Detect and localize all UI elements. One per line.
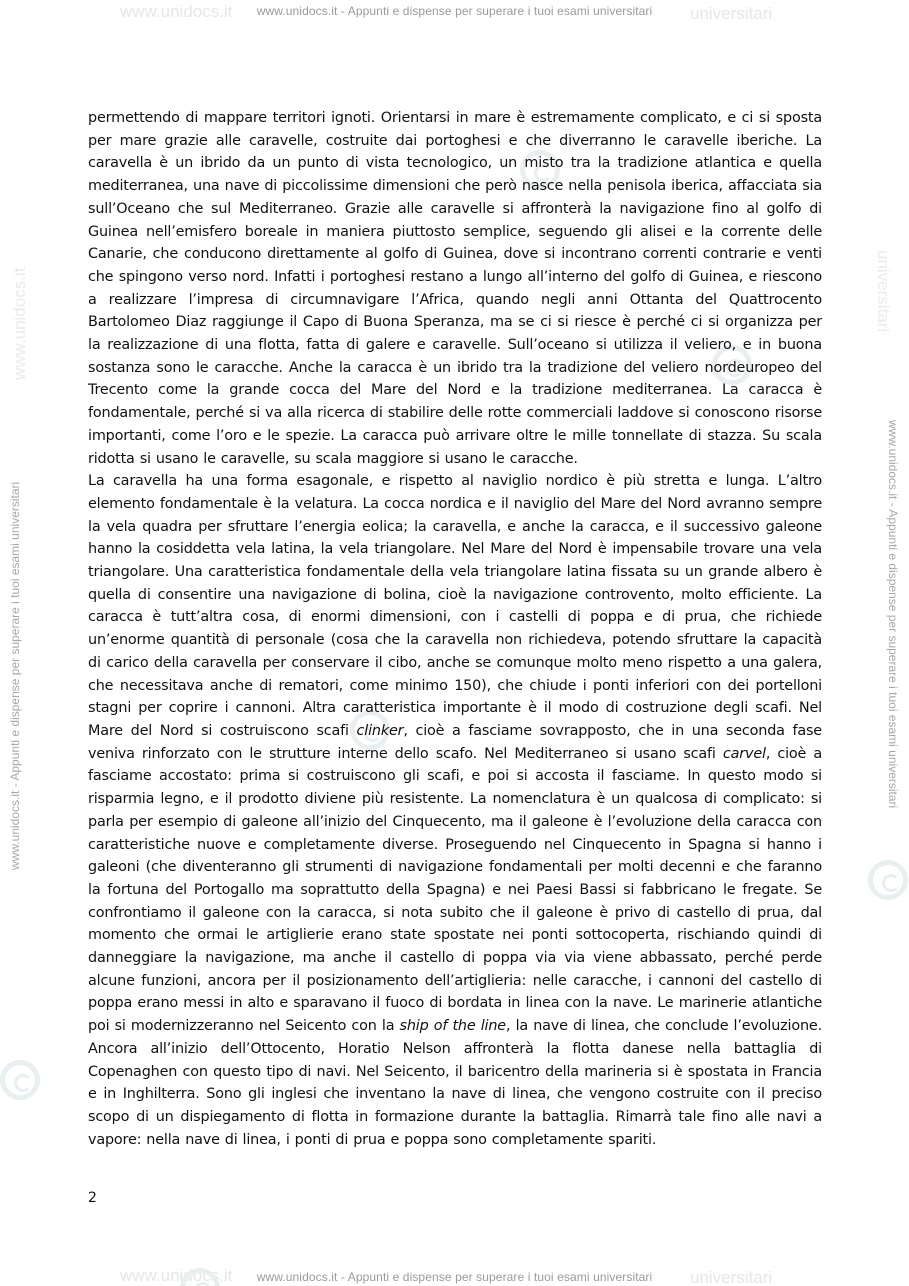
watermark-faint-top-right: universitari [690, 4, 773, 23]
watermark-faint-top-left: www.unidocs.it [120, 2, 233, 21]
page-number: 2 [88, 1190, 97, 1206]
term-ship-of-the-line: ship of the line [399, 1018, 506, 1035]
watermark-header: www.unidocs.it - Appunti e dispense per superare i tuoi esami universitari [256, 4, 653, 18]
watermark-logo-icon [868, 860, 908, 900]
watermark-side-left: www.unidocs.it - Appunti e dispense per superare i tuoi esami universitari [8, 481, 22, 870]
watermark-faint-bottom-left: www.unidocs.it [120, 1266, 233, 1285]
paragraph: permettendo di mappare territori ignoti. Orientarsi in mare è estremamente complicato, e ci si sposta per mare grazie alle caravelle, costruite dai portoghesi e che diverranno le caravelle iberiche. La caravella è un ibrido da un punto di vista tecnologico, un misto tra la tradizione atlantica e quella mediterranea, una nave di piccolissime dimensioni che però nasce nella penisola iberica, affacciata sia sull’Oceano che sul Mediterraneo. Grazie alle caravelle si affronterà la navigazione fino al golfo di Guinea nell’emisfero boreale in maniera piuttosto semplice, seguendo gli alisei e la corrente delle Canarie, che conducono direttamente al golfo di Guinea, dove si incontrano correnti contrarie e venti che spingono verso nord. Infatti i portoghesi restano a lungo all’interno del golfo di Guinea, e riescono a realizzare l’impresa di circumnavigare l’Africa, quando negli anni Ottanta del Quattrocento Bartolomeo Diaz raggiunge il Capo di Buona Speranza, ma se ci si riesce è perché ci si organizza per la realizzazione di una flotta, fatta di galere e caravelle. Sull’oceano si utilizza il veliero, e in buona sostanza sono le caracche. Anche la caracca è un ibrido tra la tradizione del veliero nordeuropeo del Trecento come la grande cocca del Mare del Nord e la tradizione mediterranea. La caracca è fondamentale, perché si va alla ricerca di stabilire delle rotte commerciali laddove si conoscono risorse importanti, come l’oro e le spezie. La caracca può arrivare oltre le mille tonnellate di stazza. Su scala ridotta si usano le caravelle, su scala maggiore si usano le caracche. [88, 110, 822, 467]
term-clinker: clinker [356, 722, 404, 739]
paragraph-text: La caravella ha una forma esagonale, e rispetto al naviglio nordico è più stretta e lunga. L’altro elemento fondamentale è la velatura. La cocca nordica e il naviglio del Mare del Nord avranno sempre la vela quadra per sfruttare l’energia eolica; la caravella, e anche la caracca, e il successivo galeone hanno la cosiddetta vela latina, la vela triangolare. Nel Mare del Nord è impensabile trovare una vela triangolare. Una caratteristica fondamentale della vela triangolare latina fissata su un grande albero è quella di consentire una navigazione di bolina, cioè la navigazione controvento, molto efficiente. La caracca è tutt’altra cosa, di enormi dimensioni, con i castelli di poppa e di prua, che richiede un’enorme quantità di personale (cosa che la caravella non richiedeva, potendo sfruttare la capacità di carico della caravella per conservare il cibo, anche se comunque molto meno rispetto a una galera, che necessitava anche di rematori, come minimo 150), che chiude i ponti inferiori con dei portelloni stagni per coprire i cannoni. Altra caratteristica importante è il modo di costruzione degli scafi. Nel Mare del Nord si costruiscono scafi [88, 473, 822, 739]
paragraph-text: , cioè a fasciame accostato: prima si costruiscono gli scafi, e poi si accosta il fasciame. In questo modo si risparmia legno, e il prodotto diviene più resistente. La nomenclatura è un qualcosa di complicato: si parla per esempio di galeone all’inizio del Cinquecento, ma il galeone è l’evoluzione della caracca con caratteristiche nuove e completamente diverse. Proseguendo nel Cinquecento in Spagna si hanno i galeoni (che diventeranno gli strumenti di navigazione fondamentali per molti decenni e che faranno la fortuna del Portogallo ma soprattutto della Spagna) e nei Paesi Bassi si fabbricano le fregate. Se confrontiamo il galeone con la caracca, si nota subito che il galeone è privo di castello di prua, dal momento che ormai le artiglierie erano state spostate nei ponti sottocoperta, rischiando quindi di danneggiare la navigazione, ma anche il castello di poppa via via viene abbassato, perché perde alcune funzioni, ancora per il posizionamento dell’artiglieria: nelle caracche, i cannoni del castello di poppa erano messi in alto e sparavano il fuoco di bordata in linea con la nave. Le marinerie atlantiche poi si modernizzeranno nel Seicento con la [88, 745, 823, 1035]
watermark-faint-side-right: universitari [874, 250, 893, 333]
watermark-faint-bottom-right: universitari [690, 1268, 773, 1286]
watermark-footer: www.unidocs.it - Appunti e dispense per superare i tuoi esami universitari [256, 1270, 653, 1284]
term-carvel: carvel [722, 745, 766, 762]
paragraph-text: , la nave di linea, che conclude l’evoluzione. Ancora all’inizio dell’Ottocento, Horatio Nelson affronterà la flotta danese nella battaglia di Copenaghen con questo tipo di navi. Nel Seicento, il baricentro della marineria si è spostata in Francia e in Inghilterra. Sono gli inglesi che inventano la nave di linea, che vengono costruite con il preciso scopo di un dispiegamento di flotta in formazione durante la battaglia. Rimarrà tale fino alle navi a vapore: nella nave di linea, i ponti di prua e poppa sono completamente spariti. [88, 1018, 822, 1148]
watermark-faint-side-left: www.unidocs.it [10, 267, 29, 380]
paragraph [88, 470, 822, 1151]
paragraph-text: , cioè a fasciame sovrapposto, che in una seconda fase veniva rinforzato con le strutture interne dello scafo. Nel Mediterraneo si usano scafi [88, 722, 822, 762]
watermark-side-right: www.unidocs.it - Appunti e dispense per superare i tuoi esami universitari [886, 420, 900, 809]
watermark-logo-icon [0, 1060, 40, 1100]
document-body [88, 107, 822, 1151]
